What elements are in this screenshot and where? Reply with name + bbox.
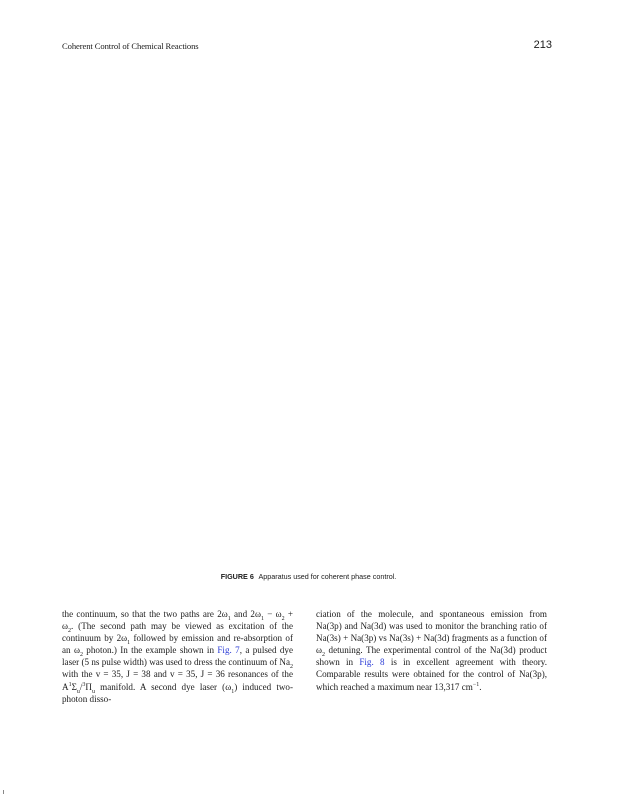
- page-number: 213: [533, 39, 552, 51]
- running-head: Coherent Control of Chemical Reactions: [62, 41, 199, 51]
- body-column-right: [316, 608, 547, 693]
- body-column-left: [62, 608, 293, 705]
- figure-image-area: [62, 60, 552, 565]
- figure-label: FIGURE 6: [220, 572, 254, 581]
- figure-caption: [0, 572, 617, 581]
- fig8-link[interactable]: Fig. 8: [359, 657, 385, 668]
- figure-caption-text: Apparatus used for coherent phase control.: [258, 572, 397, 581]
- paragraph-right: ciation of the molecule, and spontaneous emission from Na(3p) and Na(3d) was used to monitor the branching ratio of Na(3s) + Na(3p) vs Na(3s) + Na(3d) fragments as a function of $\omega_2$ detuning. The experimental control of the Na(3d) product shown in Fig. 8 is in excellent agreement with theory. Comparable results were obtained for the control of Na(3p), which reached a maximum near 13,317 $cm^{-1}$.: [316, 609, 548, 692]
- fig7-link[interactable]: Fig. 7: [217, 645, 240, 656]
- margin-mark: [3, 790, 4, 794]
- paragraph-left: the continuum, so that the two paths are $2\omega_1$ and $2\omega_1 - \omega_2 + \omega_2$. (The second path may be viewed as excitation of the continuum by $2\omega_1$ followed by emission and re-absorption of an $\omega_2$ photon.) In the example shown in Fig. 7, a pulsed dye laser (5 ns pulse width) was used to dress the continuum of $Na_2$ with the v = 35, J = 38 and v = 35, J = 36 resonances of the $A^1\Sigma_u/^3\Pi_u$ manifold. A second dye laser $(\omega_1)$ induced two-photon disso-: [62, 609, 294, 704]
